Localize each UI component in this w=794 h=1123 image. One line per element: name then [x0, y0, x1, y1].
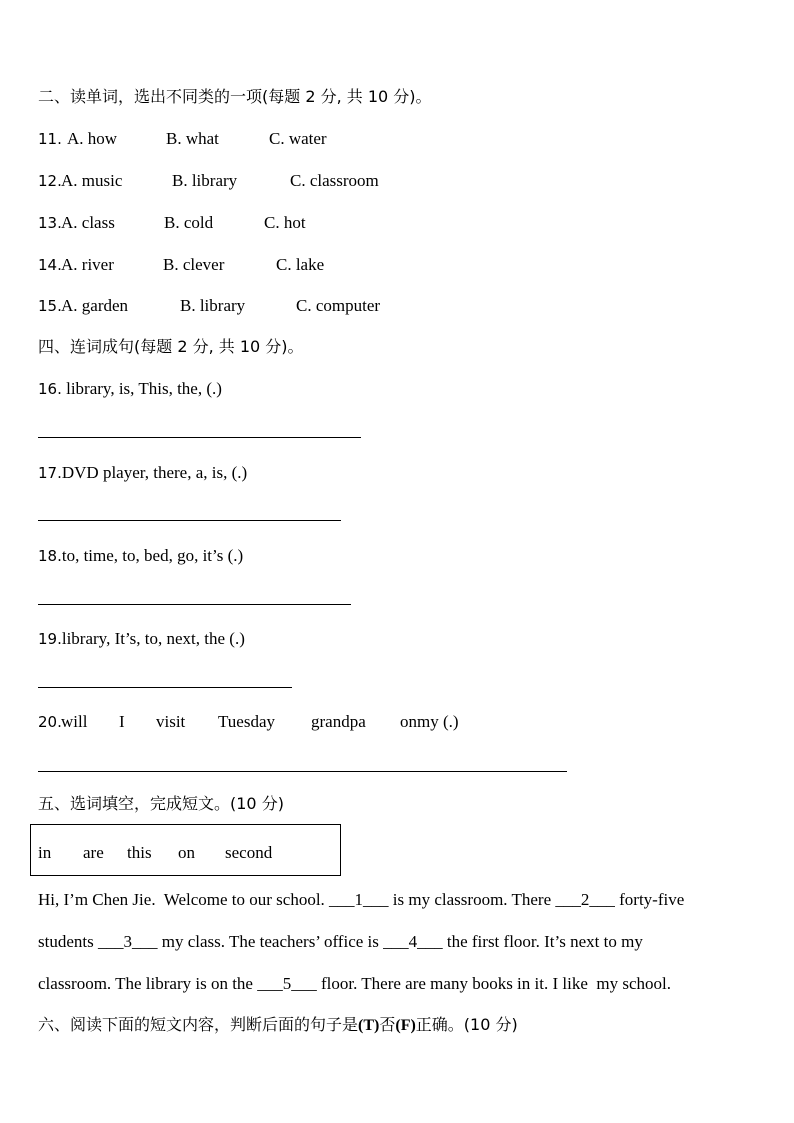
word-bank-item: are	[83, 843, 104, 862]
option-c: C. lake	[276, 255, 325, 274]
blank-4[interactable]: ___4___	[383, 932, 443, 951]
option-a: A. how	[67, 129, 118, 148]
heading-text: 正确。(10 分)	[415, 1015, 518, 1034]
option-b: B. what	[166, 129, 219, 148]
option-b: B. clever	[163, 255, 225, 274]
true-marker: (T)	[358, 1017, 380, 1034]
question-number: 19.	[38, 630, 62, 648]
word-bank-item: second	[225, 843, 273, 862]
passage-text: floor. There are many books in it. I like my school.	[316, 974, 671, 993]
question-number: 14.	[38, 256, 62, 274]
option-b: B. library	[172, 171, 238, 190]
word: I	[119, 712, 125, 731]
answer-line-18[interactable]	[38, 604, 351, 605]
passage-text: forty-five	[614, 890, 685, 909]
question-number: 15.	[38, 297, 62, 315]
option-c: C. water	[269, 129, 327, 148]
question-16	[38, 379, 222, 399]
passage-text: my class. The teachers’ office is	[157, 932, 384, 951]
section4-heading: 四、连词成句(每题 2 分, 共 10 分)。	[38, 337, 304, 356]
question-13	[38, 213, 438, 233]
question-14	[38, 255, 438, 275]
option-c: C. classroom	[290, 171, 379, 190]
word: onmy (.)	[400, 712, 459, 731]
passage-text: Hi, I’m Chen Jie. Welcome to our school.	[38, 890, 330, 909]
question-number: 12.	[38, 172, 62, 190]
question-number: 16.	[38, 380, 62, 398]
option-b: B. library	[180, 296, 246, 315]
word: grandpa	[311, 712, 366, 731]
question-11	[38, 129, 438, 149]
question-number: 17.	[38, 464, 62, 482]
question-number: 13.	[38, 214, 62, 232]
question-number: 20.	[38, 713, 62, 731]
heading-text: 否	[379, 1015, 396, 1034]
passage-text: the first floor. It’s next to my	[442, 932, 643, 951]
blank-5[interactable]: ___5___	[257, 974, 317, 993]
passage-line-2	[38, 932, 643, 952]
option-a: A. class	[61, 213, 115, 232]
option-b: B. cold	[164, 213, 214, 232]
answer-line-16[interactable]	[38, 437, 361, 438]
option-a: A. garden	[61, 296, 129, 315]
option-c: C. computer	[296, 296, 381, 315]
option-a: A. river	[61, 255, 114, 274]
passage-text: is my classroom. There	[388, 890, 556, 909]
option-a: A. music	[61, 171, 123, 190]
word: Tuesday	[218, 712, 275, 731]
question-number: 11.	[38, 130, 62, 148]
word-bank-item: in	[38, 843, 52, 862]
question-18	[38, 546, 243, 566]
question-text: library, It’s, to, next, the (.)	[61, 629, 245, 648]
question-text: DVD player, there, a, is, (.)	[61, 463, 248, 482]
word-bank-item: this	[127, 843, 152, 862]
question-number: 18.	[38, 547, 62, 565]
blank-1[interactable]: ___1___	[329, 890, 389, 909]
blank-3[interactable]: ___3___	[97, 932, 158, 951]
word: will	[61, 712, 88, 731]
question-text: library, is, This, the, (.)	[61, 379, 222, 398]
question-17	[38, 463, 247, 483]
question-12	[38, 171, 438, 191]
question-text: to, time, to, bed, go, it’s (.)	[61, 546, 244, 565]
question-20	[38, 712, 508, 732]
option-c: C. hot	[264, 213, 306, 232]
passage-text: classroom. The library is on the	[38, 974, 258, 993]
blank-2[interactable]: ___2___	[555, 890, 615, 909]
word: visit	[156, 712, 186, 731]
question-15	[38, 296, 438, 316]
word-bank-item: on	[178, 843, 195, 862]
answer-line-20[interactable]	[38, 771, 567, 772]
passage-line-3	[38, 974, 671, 994]
passage-line-1	[38, 890, 684, 910]
heading-text: 六、阅读下面的短文内容，判断后面的句子是	[38, 1015, 359, 1034]
section2-heading: 二、读单词，选出不同类的一项(每题 2 分, 共 10 分)。	[38, 87, 432, 106]
answer-line-19[interactable]	[38, 687, 292, 688]
answer-line-17[interactable]	[38, 520, 341, 521]
question-19	[38, 629, 245, 649]
section6-heading	[38, 1015, 518, 1036]
passage-text: students	[38, 932, 98, 951]
false-marker: (F)	[395, 1017, 416, 1034]
word-bank-box	[30, 824, 341, 876]
section5-heading: 五、选词填空，完成短文。(10 分)	[38, 794, 284, 813]
